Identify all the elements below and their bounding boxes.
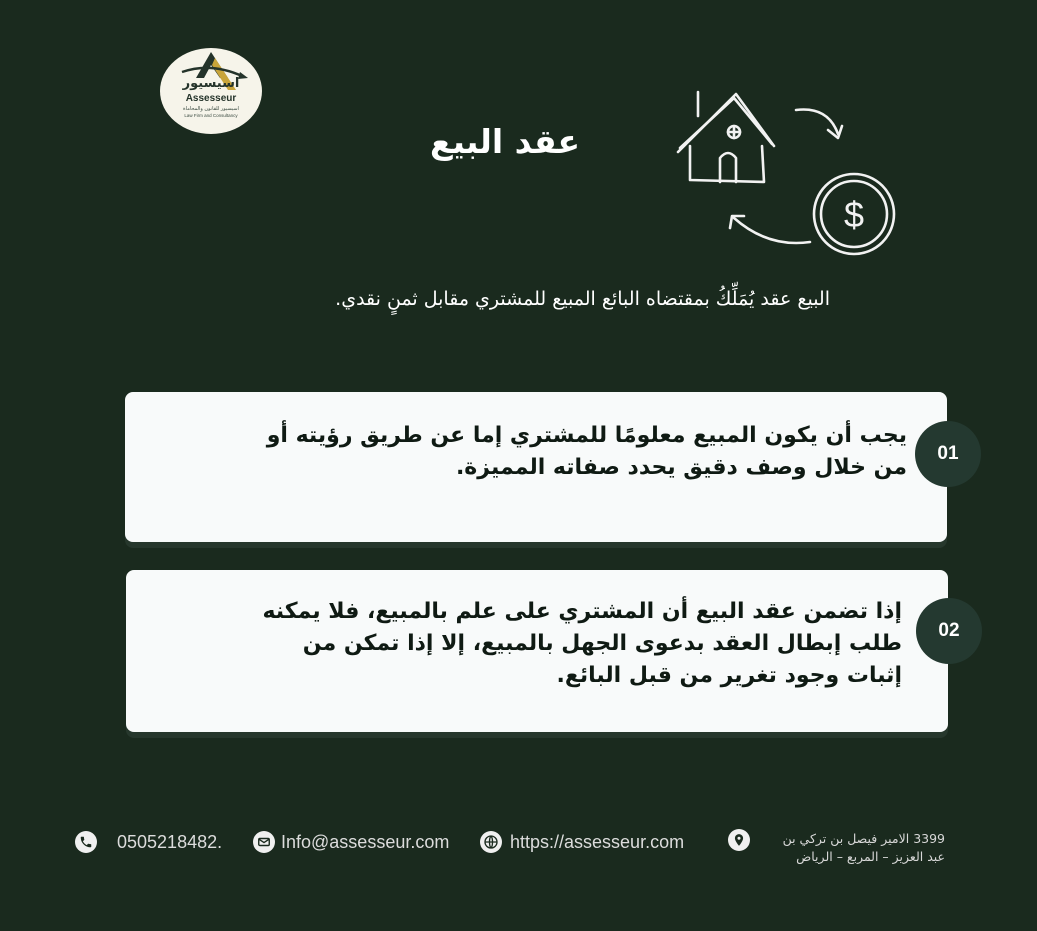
footer-email[interactable]	[253, 831, 449, 853]
page-title: عقد البيع	[429, 122, 580, 161]
footer-phone[interactable]	[75, 831, 222, 853]
card-1-number-badge: 01	[915, 421, 981, 487]
email-icon	[253, 831, 275, 853]
logo-subtitle-en: Law Firm and Consultancy	[184, 113, 238, 118]
definition-text: البيع عقد يُمَلِّكُ بمقتضاه البائع المبيع للمشتري مقابل ثمنٍ نقدي.	[335, 288, 830, 310]
globe-icon	[480, 831, 502, 853]
footer-email-text: Info@assesseur.com	[281, 831, 450, 852]
location-pin-icon	[728, 829, 750, 851]
info-card-1-line-1: يجب أن يكون المبيع معلومًا للمشتري إما عن طريق رؤيته أو	[266, 423, 907, 448]
footer-address-line-1: 3399 الامير فيصل بن تركي بن	[782, 831, 945, 846]
footer-address	[760, 830, 945, 866]
svg-text:$: $	[843, 194, 865, 235]
phone-icon	[75, 831, 97, 853]
contact-footer	[0, 826, 1037, 876]
info-card-2-text	[142, 596, 902, 692]
footer-location-pin	[728, 829, 750, 851]
info-card-2-line-1: إذا تضمن عقد البيع أن المشتري على علم بالمبيع، فلا يمكنه	[262, 599, 902, 624]
info-card-1-line-2: من خلال وصف دقيق يحدد صفاته المميزة.	[455, 455, 907, 480]
logo-emblem-icon	[160, 48, 262, 134]
info-card-2-line-2: طلب إبطال العقد بدعوى الجهل بالمبيع، إلا إذا تمكن من	[302, 631, 902, 656]
card-2-number-badge: 02	[916, 598, 982, 664]
company-logo	[160, 48, 262, 134]
info-card-2	[126, 570, 948, 732]
footer-address-line-2: عبد العزيز – المربع – الرياض	[796, 849, 945, 864]
info-card-1-text	[147, 420, 907, 484]
info-card-2-line-3: إثبات وجود تغرير من قبل البائع.	[556, 663, 902, 688]
logo-name-en: Assesseur	[185, 93, 237, 104]
info-card-1	[125, 392, 947, 542]
house-money-exchange-icon	[668, 86, 908, 266]
footer-website[interactable]	[480, 831, 684, 853]
footer-phone-text: 0505218482.	[117, 831, 223, 852]
logo-subtitle-ar: اسيسيور للقانون والمحاماة	[183, 106, 239, 112]
logo-name-ar: اسيسيور	[182, 76, 240, 91]
footer-website-text: https://assesseur.com	[510, 831, 685, 852]
